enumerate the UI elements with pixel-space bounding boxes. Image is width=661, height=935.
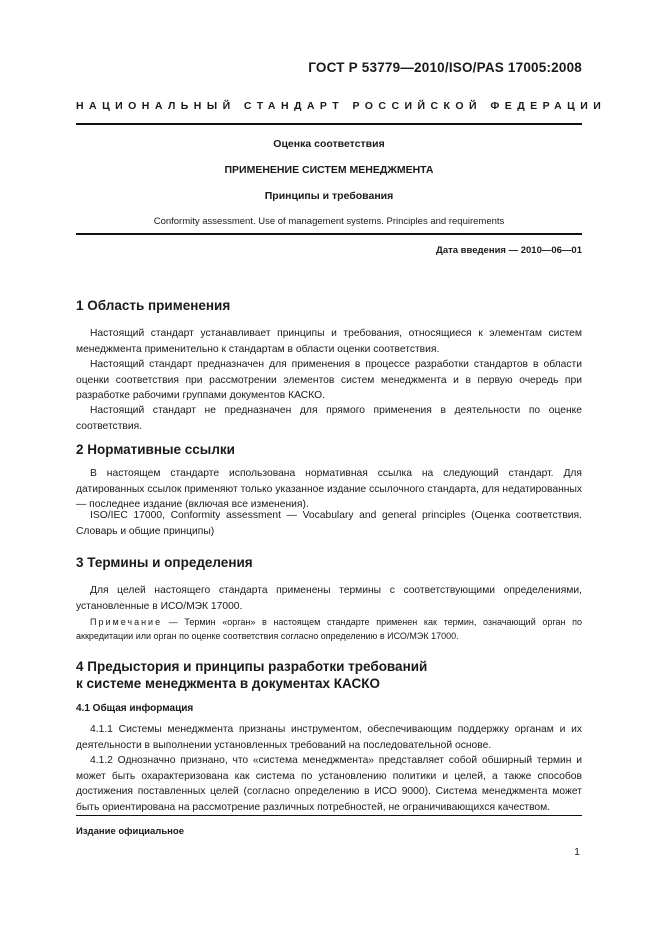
section-4-paragraph-2: 4.1.2 Однозначно признано, что «система менеджмента» представляет собой обширный термин и может быть охарактеризована как система по установлению политики и целей, а также способов достижения поставленных целей (согласно определению в ИСО 9000). Система менеджмента может быть ориентирована на рассмотрение различных потребностей, не ограничивающихся качеством. <box>76 755 582 813</box>
title-line-3: Принципы и требования <box>264 190 394 202</box>
note-label: Примечание <box>90 617 163 627</box>
footer-rule <box>76 815 582 816</box>
section-2-paragraph-2: ISO/IEC 17000, Conformity assessment — Vocabulary and general principles (Оценка соответствия. Словарь и общие принципы) <box>76 510 582 537</box>
section-3-paragraph-1: Для целей настоящего стандарта применены термины с соответствующими определениями, установленные в ИСО/МЭК 17000. <box>76 585 582 612</box>
section-1-paragraph-1: Настоящий стандарт устанавливает принципы и требования, относящиеся к элементам систем менеджмента применительно к стандартам в области оценки соответствия. <box>76 328 582 355</box>
section-4-paragraph-1: 4.1.1 Системы менеджмента признаны инструментом, обеспечивающим поддержку органам и их деятельности в выполнении установленных требований на последовательной основе. <box>76 724 582 751</box>
section-2-title: 2 Нормативные ссылки <box>76 442 235 457</box>
section-1-paragraph-3: Настоящий стандарт не предназначен для прямого применения в деятельности по оценке соответствия. <box>76 405 582 432</box>
title-english: Conformity assessment. Use of management systems. Principles and requirements <box>153 216 505 227</box>
standard-code: ГОСТ Р 53779—2010/ISO/PAS 17005:2008 <box>308 60 582 75</box>
section-4-title-line-2: к системе менеджмента в документах КАСКО <box>76 676 380 691</box>
section-3-note <box>76 615 582 643</box>
note-text: — Термин «орган» в настоящем стандарте применен как термин, означающий орган по аккредитации или орган по оценке соответствия согласно определению в ИСО/МЭК 17000. <box>76 617 582 641</box>
section-2-paragraph-1: В настоящем стандарте использована нормативная ссылка на следующий стандарт. Для датированных ссылок применяют только указанное издание ссылочного стандарта, для недатированных — последнее издание (включая все изменения). <box>76 468 582 511</box>
section-4-title-line-1: 4 Предыстория и принципы разработки требований <box>76 659 428 674</box>
title-line-1: Оценка соответствия <box>273 138 385 150</box>
section-3-title: 3 Термины и определения <box>76 555 253 570</box>
page-number: 1 <box>574 846 580 858</box>
title-line-2: ПРИМЕНЕНИЕ СИСТЕМ МЕНЕДЖМЕНТА <box>224 164 434 176</box>
national-standard-title: НАЦИОНАЛЬНЫЙ СТАНДАРТ РОССИЙСКОЙ ФЕДЕРАЦИИ <box>76 100 607 112</box>
title-bottom-rule <box>76 233 582 235</box>
title-top-rule <box>76 123 582 125</box>
section-1-paragraph-2: Настоящий стандарт предназначен для применения в процессе разработки стандартов в области оценки соответствия при рассмотрении элементов систем менеджмента и в первую очередь при разработке рабочими группами документов КАСКО. <box>76 359 582 402</box>
subsection-4-1-title: 4.1 Общая информация <box>76 703 194 714</box>
introduction-date: Дата введения — 2010—06—01 <box>436 245 582 256</box>
official-edition-label: Издание официальное <box>76 826 184 837</box>
section-1-title: 1 Область применения <box>76 298 231 313</box>
